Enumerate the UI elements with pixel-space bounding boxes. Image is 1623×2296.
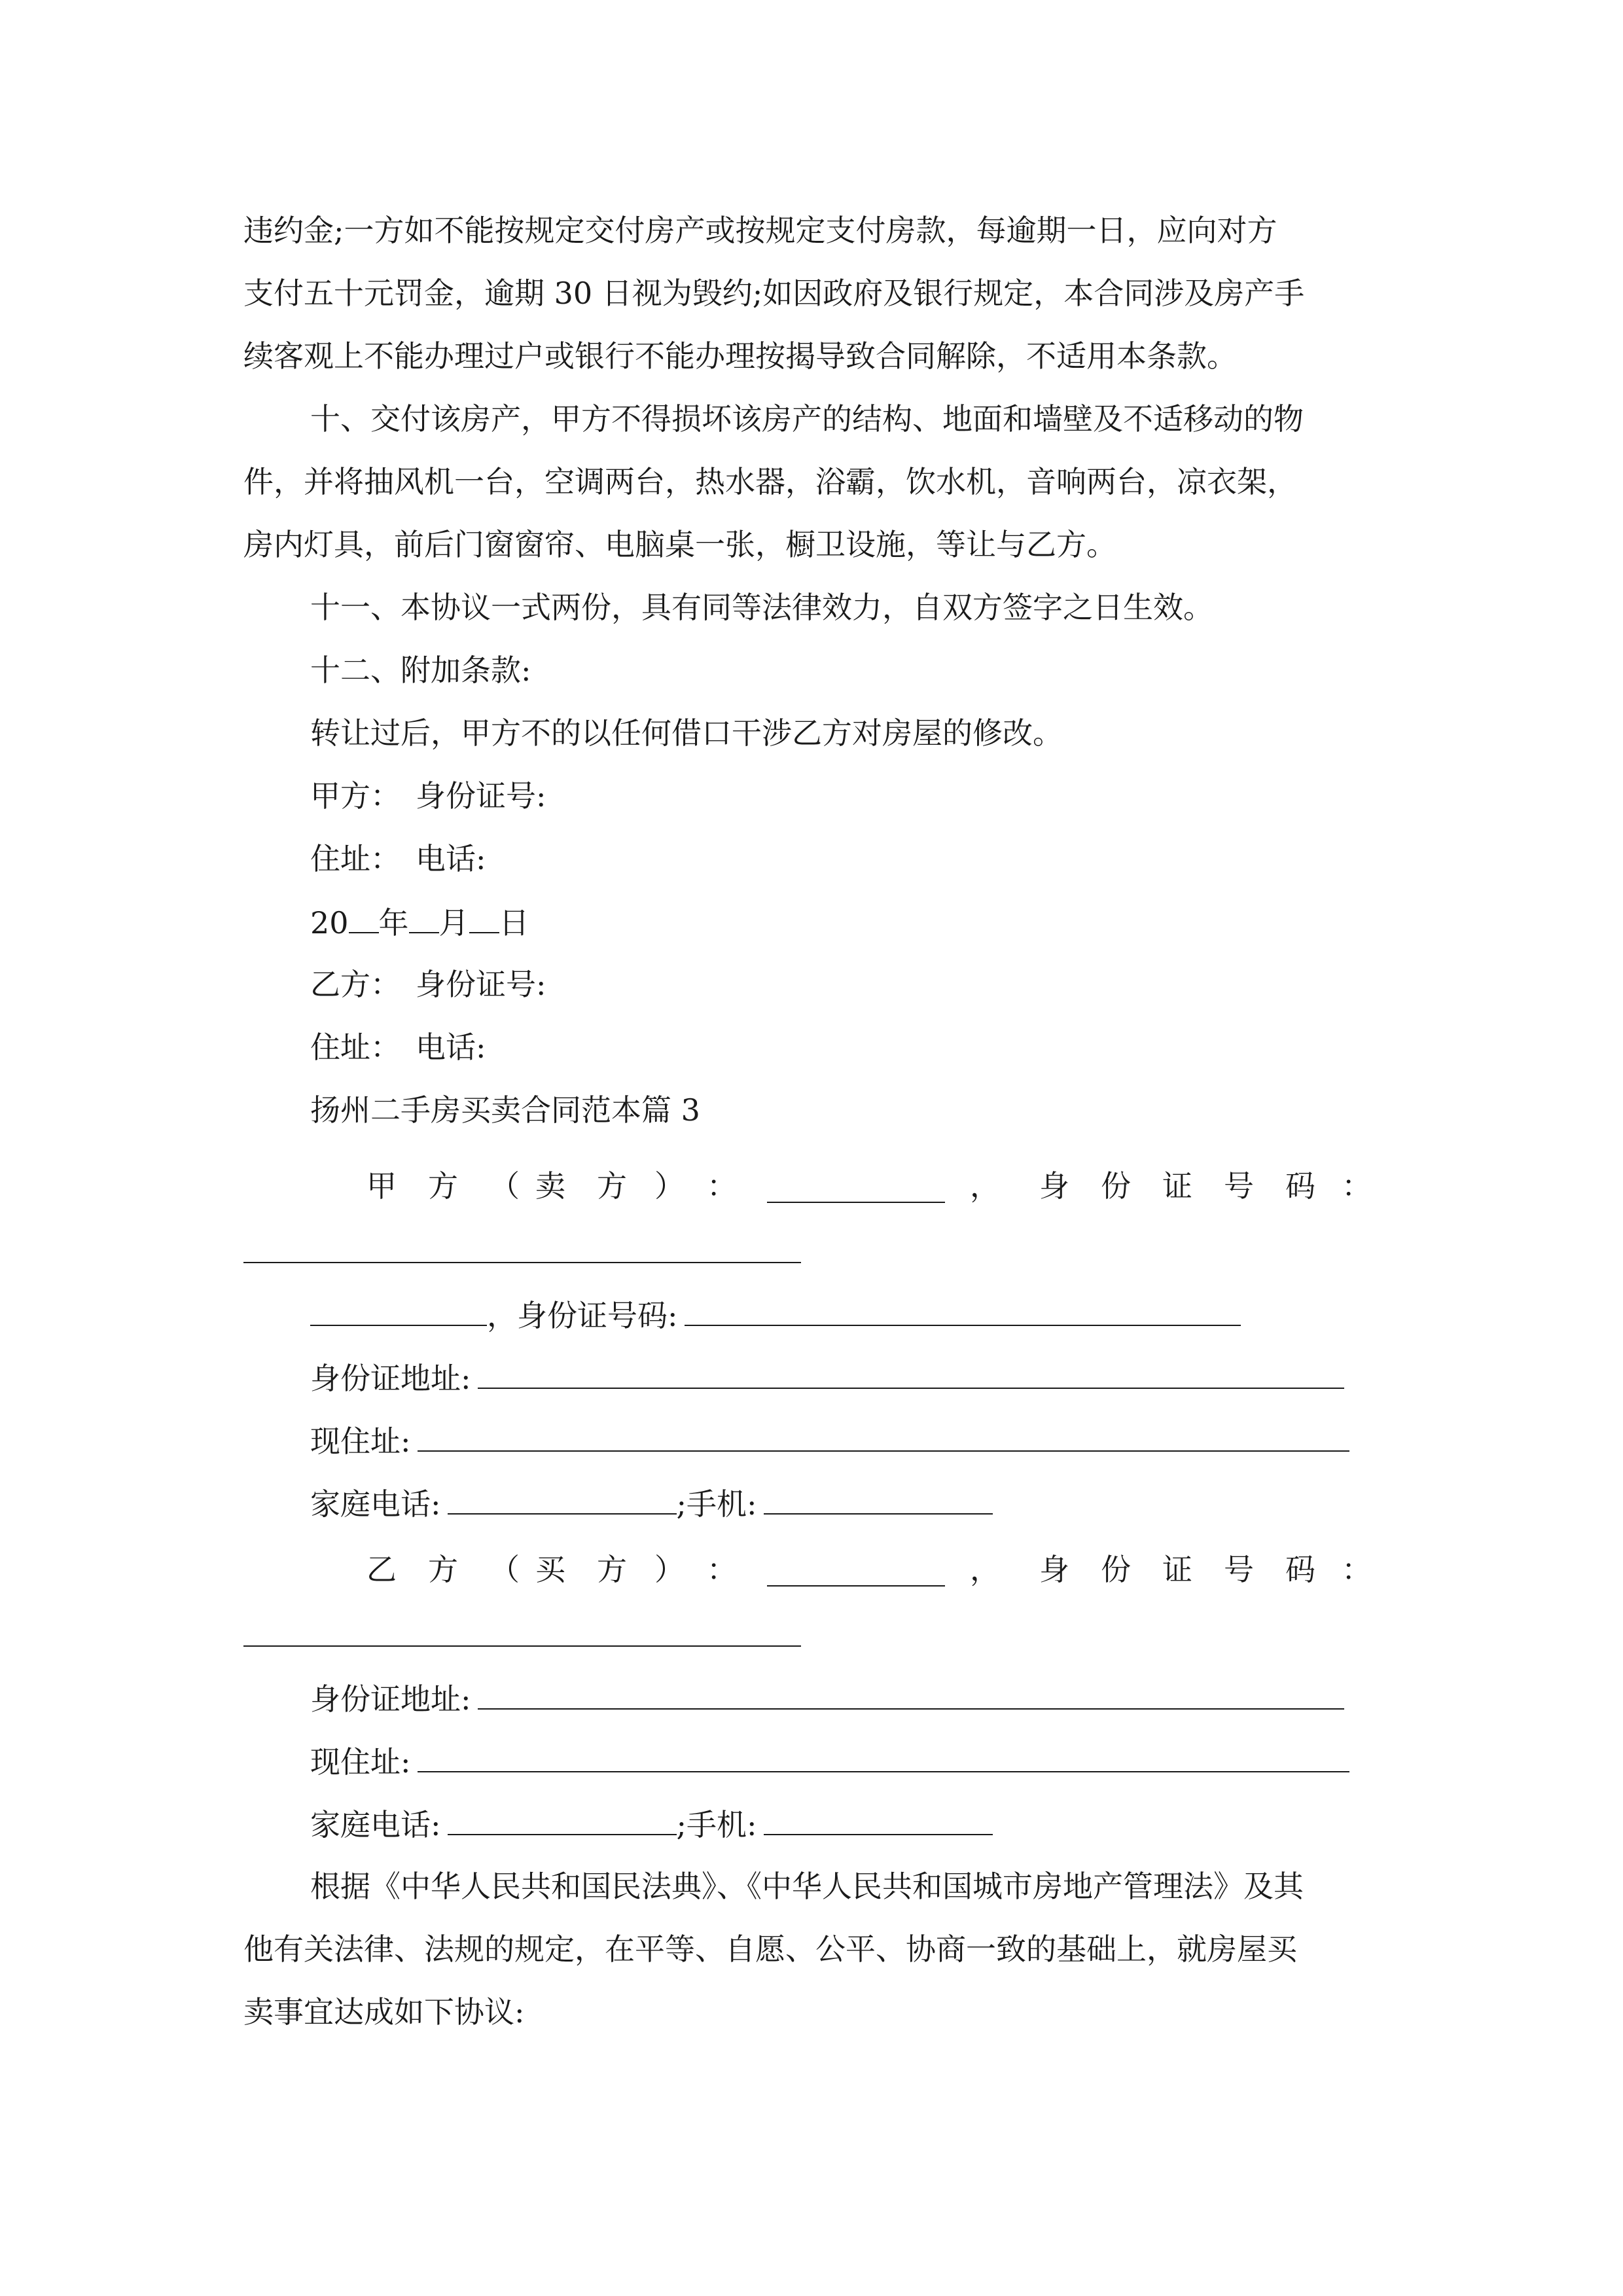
clause-10-line-2: [243, 462, 1297, 501]
date-line: [310, 902, 529, 942]
text-run: 续客观上不能办理过户或银行不能办理按揭导致合同解除，不适用本条款。: [243, 338, 1237, 374]
text-run: 转让过后，甲方不的以任何借口干涉乙方对房屋的修改。: [310, 715, 1063, 751]
seller-id-address-line: [310, 1357, 1344, 1398]
text-run: 支付五十元罚金，逾期 30 日视为毁约;如因政府及银行规定，本合同涉及房产手: [243, 276, 1305, 311]
id-char: ：: [1342, 1168, 1372, 1204]
preamble-line-1: [310, 1867, 1380, 1906]
section-title: [310, 1090, 700, 1130]
seller-current-address-blank[interactable]: [418, 1420, 1349, 1452]
home-phone-label: 家庭电话:: [310, 1807, 441, 1842]
buyer-char: （: [490, 1552, 520, 1587]
seller-char: 卖: [535, 1168, 565, 1204]
comma: ，: [970, 1168, 1000, 1204]
party-b-id-line: [310, 965, 546, 1004]
id-address-label: 身份证地址:: [310, 1681, 471, 1717]
id-char: 证: [1162, 1168, 1192, 1204]
day-blank: [469, 902, 499, 933]
current-address-label: 现住址:: [310, 1744, 411, 1780]
party-a-id-line: [310, 776, 546, 816]
seller-char: ：: [707, 1168, 737, 1204]
text-run: 住址： 电话:: [310, 1030, 486, 1065]
seller-char: 甲: [366, 1168, 397, 1204]
party-a-address-line: [310, 839, 486, 878]
buyer-id-address-line: [310, 1678, 1344, 1719]
buyer-phone-line: [310, 1804, 993, 1844]
mobile-label: ;手机:: [676, 1486, 757, 1522]
date-prefix: 20: [310, 905, 349, 941]
buyer-mobile-blank[interactable]: [764, 1804, 993, 1835]
text-run: 住址： 电话:: [310, 841, 486, 876]
text-run: 房内灯具，前后门窗窗帘、电脑桌一张，橱卫设施，等让与乙方。: [243, 527, 1116, 562]
text-run: 件，并将抽风机一台，空调两台，热水器，浴霸，饮水机，音响两台，凉衣架，: [243, 464, 1297, 499]
seller-phone-line: [310, 1483, 993, 1524]
id-address-label: 身份证地址:: [310, 1361, 471, 1396]
buyer-home-phone-blank[interactable]: [448, 1804, 677, 1835]
id-char: 码: [1285, 1168, 1315, 1204]
buyer-char: 买: [535, 1552, 565, 1587]
text-run: 甲方： 身份证号:: [310, 778, 546, 814]
id-char: 码: [1285, 1552, 1315, 1587]
clause-11: [310, 588, 1213, 627]
seller-char: ）: [654, 1168, 685, 1204]
second-seller-name-blank[interactable]: [310, 1295, 487, 1326]
seller-mobile-blank[interactable]: [764, 1483, 993, 1515]
seller-label-line: [366, 1166, 1372, 1206]
text-run: 十、交付该房产，甲方不得损坏该房产的结构、地面和墙壁及不适移动的物: [310, 401, 1304, 437]
text-run: 扬州二手房买卖合同范本篇 3: [310, 1092, 700, 1128]
seller-current-address-line: [310, 1420, 1349, 1461]
seller-id-address-blank[interactable]: [478, 1357, 1344, 1389]
buyer-char: ：: [707, 1552, 737, 1587]
id-char: 身: [1039, 1168, 1069, 1204]
seller-home-phone-blank[interactable]: [448, 1483, 677, 1515]
seller-name-blank[interactable]: [767, 1172, 945, 1203]
text-run: 他有关法律、法规的规定，在平等、自愿、公平、协商一致的基础上，就房屋买: [243, 1931, 1297, 1967]
id-char: ：: [1342, 1552, 1372, 1587]
buyer-label-line: [366, 1550, 1372, 1589]
buyer-id-blank[interactable]: [243, 1645, 801, 1647]
text-run: 根据《中华人民共和国民法典》、《中华人民共和国城市房地产管理法》及其: [310, 1869, 1304, 1904]
seller-char: 方: [597, 1168, 627, 1204]
text-run: 乙方： 身份证号:: [310, 967, 546, 1002]
buyer-current-address-blank[interactable]: [418, 1741, 1349, 1772]
id-char: 证: [1162, 1552, 1192, 1587]
seller-char: 方: [428, 1168, 458, 1204]
buyer-char: 方: [428, 1552, 458, 1587]
id-char: 份: [1101, 1552, 1131, 1587]
id-char: 份: [1101, 1168, 1131, 1204]
text-run: 违约金;一方如不能按规定交付房产或按规定支付房款，每逾期一日，应向对方: [243, 213, 1277, 248]
year-blank: [349, 902, 379, 933]
buyer-id-address-blank[interactable]: [478, 1678, 1344, 1710]
date-month: 月: [438, 905, 469, 941]
paragraph-9-line-1: [243, 211, 1380, 250]
paragraph-9-line-2: [243, 274, 1380, 313]
text-run: 十一、本协议一式两份，具有同等法律效力，自双方签字之日生效。: [310, 590, 1213, 625]
additional-terms: [310, 713, 1063, 753]
date-year: 年: [378, 905, 409, 941]
preamble-line-2: [243, 1929, 1380, 1969]
text-run: 十二、附加条款:: [310, 653, 531, 688]
clause-12: [310, 651, 531, 690]
clause-10-line-3: [243, 525, 1116, 564]
second-seller-line: [310, 1295, 1241, 1335]
id-char: 号: [1224, 1168, 1254, 1204]
second-seller-id-blank[interactable]: [685, 1295, 1241, 1326]
current-address-label: 现住址:: [310, 1424, 411, 1459]
seller-id-blank[interactable]: [243, 1262, 801, 1263]
buyer-char: 乙: [366, 1552, 397, 1587]
month-blank: [409, 902, 439, 933]
clause-10-line-1: [310, 399, 1304, 439]
seller-char: （: [490, 1168, 520, 1204]
id-number-label: ，身份证号码:: [487, 1298, 678, 1333]
buyer-char: ）: [654, 1552, 685, 1587]
id-char: 号: [1224, 1552, 1254, 1587]
comma: ，: [970, 1552, 1000, 1587]
home-phone-label: 家庭电话:: [310, 1486, 441, 1522]
party-b-address-line: [310, 1028, 486, 1067]
paragraph-9-line-3: [243, 336, 1237, 376]
buyer-current-address-line: [310, 1741, 1349, 1782]
preamble-line-3: [243, 1992, 525, 2032]
id-char: 身: [1039, 1552, 1069, 1587]
mobile-label: ;手机:: [676, 1807, 757, 1842]
buyer-char: 方: [597, 1552, 627, 1587]
text-run: 卖事宜达成如下协议:: [243, 1994, 525, 2030]
buyer-name-blank[interactable]: [767, 1555, 945, 1587]
date-day: 日: [499, 905, 529, 941]
